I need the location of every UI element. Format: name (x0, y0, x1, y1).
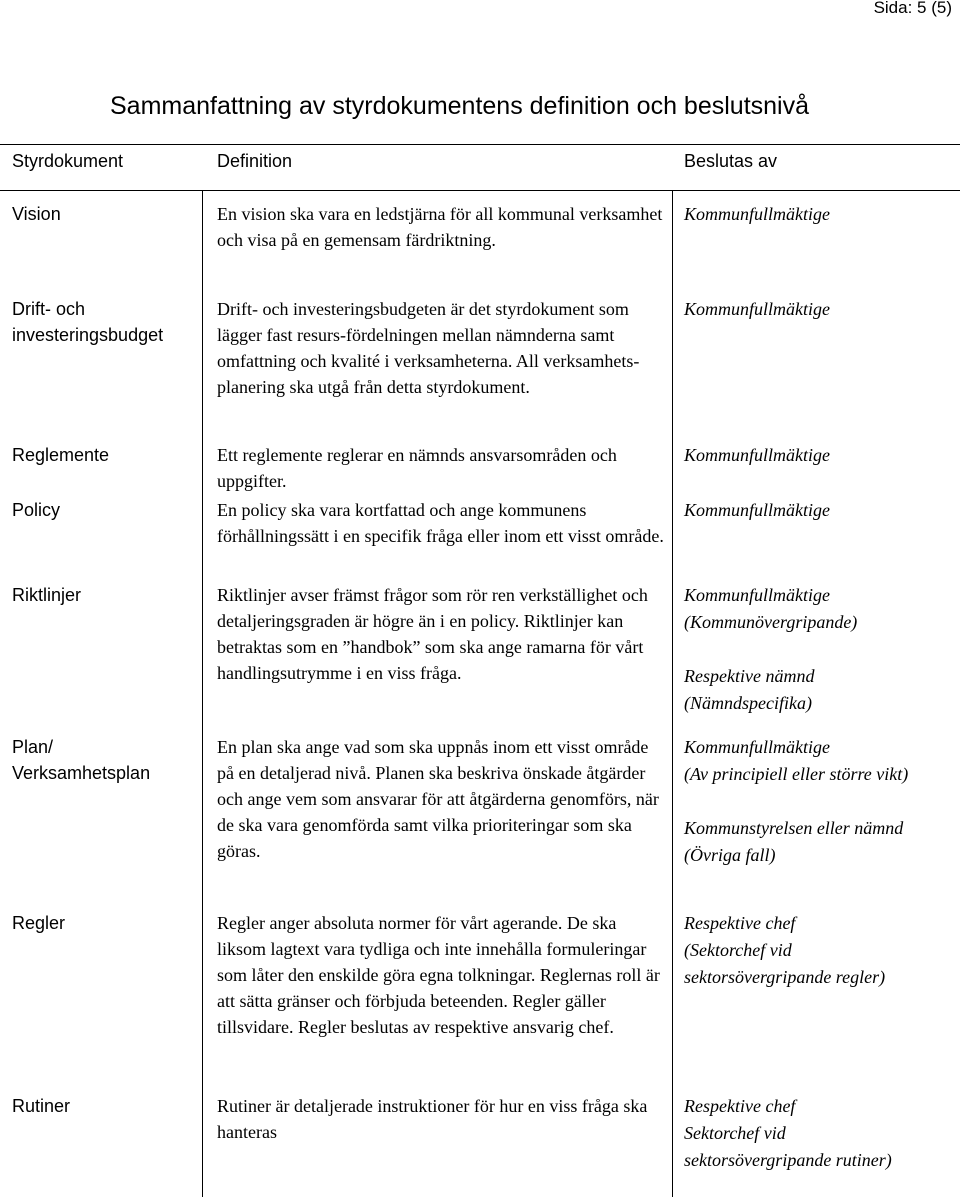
header-document: Styrdokument (12, 151, 124, 171)
row-document: Rutiner (12, 1096, 71, 1116)
row-definition: Ett reglemente reglerar en nämnds ansvarsområden och uppgifter. (217, 445, 617, 491)
page-number: Sida: 5 (5) (873, 0, 952, 17)
row-definition: En policy ska vara kortfattad och ange kommunens förhållningssätt i en specifik fråga eller inom ett visst område. (217, 500, 664, 546)
row-decided-by: Kommunfullmäktige (684, 204, 830, 224)
row-decided-by: Kommunfullmäktige (684, 299, 830, 319)
row-decided-by: Respektive chef Sektorchef vid sektorsövergripande rutiner) (684, 1096, 892, 1170)
column-divider (672, 191, 673, 1197)
header-decided-by: Beslutas av (684, 151, 778, 171)
row-decided-by: Kommunfullmäktige (Av principiell eller större vikt) Kommunstyrelsen eller nämnd (Övriga fall) (684, 737, 909, 865)
row-definition: Rutiner är detaljerade instruktioner för hur en viss fråga ska hanteras (217, 1096, 648, 1142)
row-decided-by: Kommunfullmäktige (684, 445, 830, 465)
row-decided-by: Respektive chef (Sektorchef vid sektorsövergripande regler) (684, 913, 886, 987)
page-title: Sammanfattning av styrdokumentens definition och beslutsnivå (110, 92, 809, 120)
row-document: Riktlinjer (12, 585, 82, 605)
row-definition: En vision ska vara en ledstjärna för all kommunal verksamhet och visa på en gemensam färdriktning. (217, 204, 663, 250)
row-document: Drift- och investeringsbudget (12, 299, 164, 345)
row-document: Reglemente (12, 445, 110, 465)
row-document: Policy (12, 500, 61, 520)
row-decided-by: Kommunfullmäktige (Kommunövergripande) Respektive nämnd (Nämndspecifika) (684, 585, 858, 713)
row-definition: Drift- och investeringsbudgeten är det styrdokument som lägger fast resurs-fördelningen mellan nämnderna samt omfattning och kvalité i verksamheterna. All verksamhets-planering ska utgå från detta styrdokument. (217, 299, 640, 397)
table-top-rule (0, 144, 960, 145)
column-divider (202, 191, 203, 1197)
header-definition: Definition (217, 151, 293, 171)
row-decided-by: Kommunfullmäktige (684, 500, 830, 520)
row-document: Regler (12, 913, 66, 933)
header-bottom-rule (0, 190, 960, 191)
row-definition: Regler anger absoluta normer för vårt agerande. De ska liksom lagtext vara tydliga och inte innehålla formuleringar som låter den enskilde göra egna tolkningar. Reglernas roll är att sätta gränser och förbjuda beteenden. Regler gäller tillsvidare. Regler beslutas av respektive ansvarig chef. (217, 913, 660, 1037)
row-definition: Riktlinjer avser främst frågor som rör ren verkställighet och detaljeringsgraden är högre än i en policy. Riktlinjer kan betraktas som en ”handbok” som ska ange ramarna för vårt handlingsutrymme i en viss fråga. (217, 585, 648, 683)
row-document: Plan/ Verksamhetsplan (12, 737, 151, 783)
row-document: Vision (12, 204, 61, 224)
row-definition: En plan ska ange vad som ska uppnås inom ett visst område på en detaljerad nivå. Planen ska beskriva önskade åtgärder och ange vem som ansvarar för att åtgärderna genomförs, när de ska vara genomförda samt vilka prioriteringar som ska göras. (217, 737, 659, 861)
